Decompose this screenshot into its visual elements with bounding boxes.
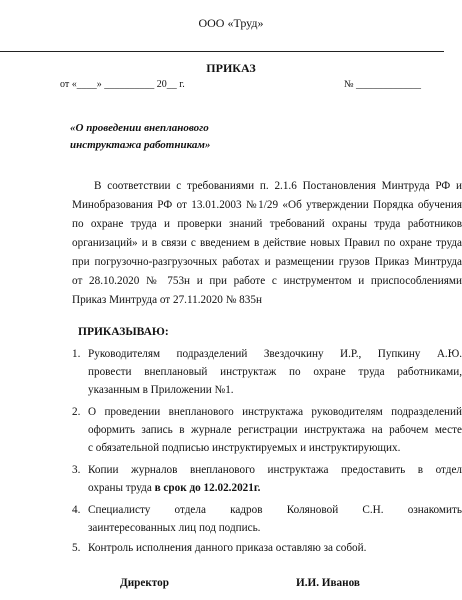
organization-name: ООО «Труд» <box>198 16 264 30</box>
item-line <box>88 482 462 494</box>
item-line: указанным в Приложении №1. <box>88 384 234 396</box>
item-line: Руководителям подразделений Звездочкину И.Р., Пупкину А.Ю. <box>88 348 462 360</box>
signatory-role: Директор <box>120 577 169 589</box>
preamble-line: организаций» и в связи с введением в действие новых Правил по охране труда <box>72 237 462 249</box>
preamble-line: при погрузочно-разгрузочных работах и размещении грузов Приказ Минтруда <box>72 256 462 268</box>
item-line: Специалисту отдела кадров Коляновой С.Н. ознакомить <box>88 504 462 516</box>
item-text: охраны труда <box>88 482 155 494</box>
preamble-line: от 28.10.2020 № 753н и при работе с инструментом и приспособлениями <box>72 275 462 287</box>
signatory-name: И.И. Иванов <box>296 577 360 589</box>
document-title: ПРИКАЗ <box>206 61 256 75</box>
item-line: с обязательной подписью инструктируемых и инструктирующих. <box>88 442 401 454</box>
preamble-line: В соответствии с требованиями п. 2.1.6 Постановления Минтруда РФ и <box>94 180 462 192</box>
preamble-line: Приказ Минтруда от 27.11.2020 № 835н <box>72 294 262 306</box>
header-divider <box>0 51 444 52</box>
preamble-line: Минобразования РФ от 13.01.2003 №1/29 «Об утверждении Порядка обучения <box>72 199 462 211</box>
date-line: от «____» __________ 20__ г. <box>60 79 185 90</box>
item-number: 1. <box>72 348 81 360</box>
item-line: заинтересованных лиц под подпись. <box>88 522 261 534</box>
preamble-line: по охране труда и проверки знаний требований охраны труда работников <box>72 218 462 230</box>
order-heading: ПРИКАЗЫВАЮ: <box>78 326 169 338</box>
deadline-text: в срок до 12.02.2021г. <box>154 482 261 494</box>
item-number: 3. <box>72 464 81 476</box>
item-line: Контроль исполнения данного приказа оставляю за собой. <box>88 542 367 554</box>
item-line: оформить запись в журнале регистрации инструктажа на рабочем месте <box>88 424 462 436</box>
item-number: 2. <box>72 406 81 418</box>
subject-line: «О проведении внепланового <box>70 122 209 134</box>
item-number: 5. <box>72 542 81 554</box>
item-line: Копии журналов внепланового инструктажа предоставить в отдел <box>88 464 462 476</box>
item-line: О проведении внепланового инструктажа руководителям подразделений <box>88 406 462 418</box>
item-number: 4. <box>72 504 81 516</box>
item-line: провести внеплановый инструктаж по охране труда работниками, <box>88 366 462 378</box>
subject-line: инструктажа работникам» <box>70 139 211 151</box>
number-line: № _____________ <box>344 79 422 90</box>
